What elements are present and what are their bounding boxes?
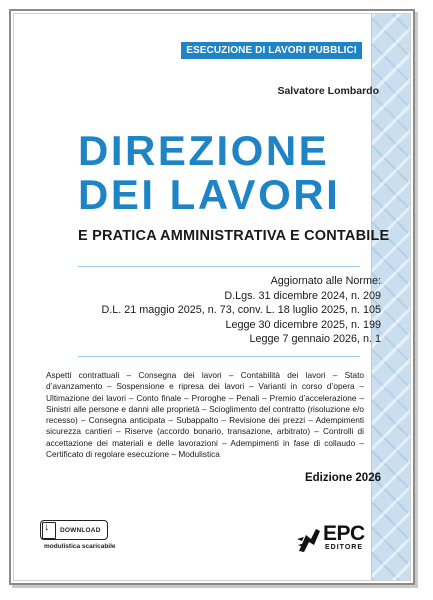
title-line-1: DIREZIONE (78, 127, 330, 174)
norms-block (101, 274, 381, 347)
download-badge (40, 520, 116, 554)
norm-item: D.L. 21 maggio 2025, n. 73, conv. L. 18 luglio 2025, n. 105 (101, 304, 381, 316)
norm-item: Legge 30 dicembre 2025, n. 199 (225, 318, 381, 331)
publisher-sub: EDITORE (325, 544, 363, 551)
download-label: DOWNLOAD (60, 526, 101, 534)
title-line-2: DEI LAVORI (78, 171, 341, 218)
subtitle: E PRATICA AMMINISTRATIVA E CONTABILE (78, 228, 390, 244)
norm-item: D.Lgs. 31 dicembre 2024, n. 209 (224, 289, 381, 302)
norms-heading: Aggiornato alle Norme: (270, 275, 381, 287)
publisher-name: EPC (323, 522, 365, 545)
series-label: ESECUZIONE DI LAVORI PUBBLICI (181, 42, 362, 59)
topics-text: Aspetti contrattuali – Consegna dei lavori – Contabilità dei lavori – Stato d’avanzamento – Sospensione e ripresa dei lavori – Varianti in corso d’opera – Ultimazione dei lavori – Conto finale – Proroghe – Penali – Premio d’accelerazione – Sinistri alle persone e danni alle proprietà – Scioglimento del contratto (risoluzione e/o recesso) – Consegna anticipata – Subappalto – Revisione dei prezzi – Adempimenti sicurezza cantieri – Riserve (accordo bonario, transazione, arbitrato) – Controlli di accettazione dei materiali e delle lavorazioni – Adempimenti in fase di collaudo – Certificato di regolare esecuzione – Modulistica (46, 370, 364, 460)
epc-logo-icon (296, 525, 322, 553)
download-caption: modulistica scaricabile (44, 543, 116, 550)
divider-top (78, 266, 360, 267)
edition-label: Edizione 2026 (304, 472, 381, 484)
author-name: Salvatore Lombardo (277, 85, 379, 97)
divider-bottom (78, 356, 360, 357)
norm-item: Legge 7 gennaio 2026, n. 1 (249, 333, 381, 345)
download-box (40, 520, 108, 540)
publisher-logo (296, 523, 364, 555)
download-file-icon (42, 522, 56, 539)
